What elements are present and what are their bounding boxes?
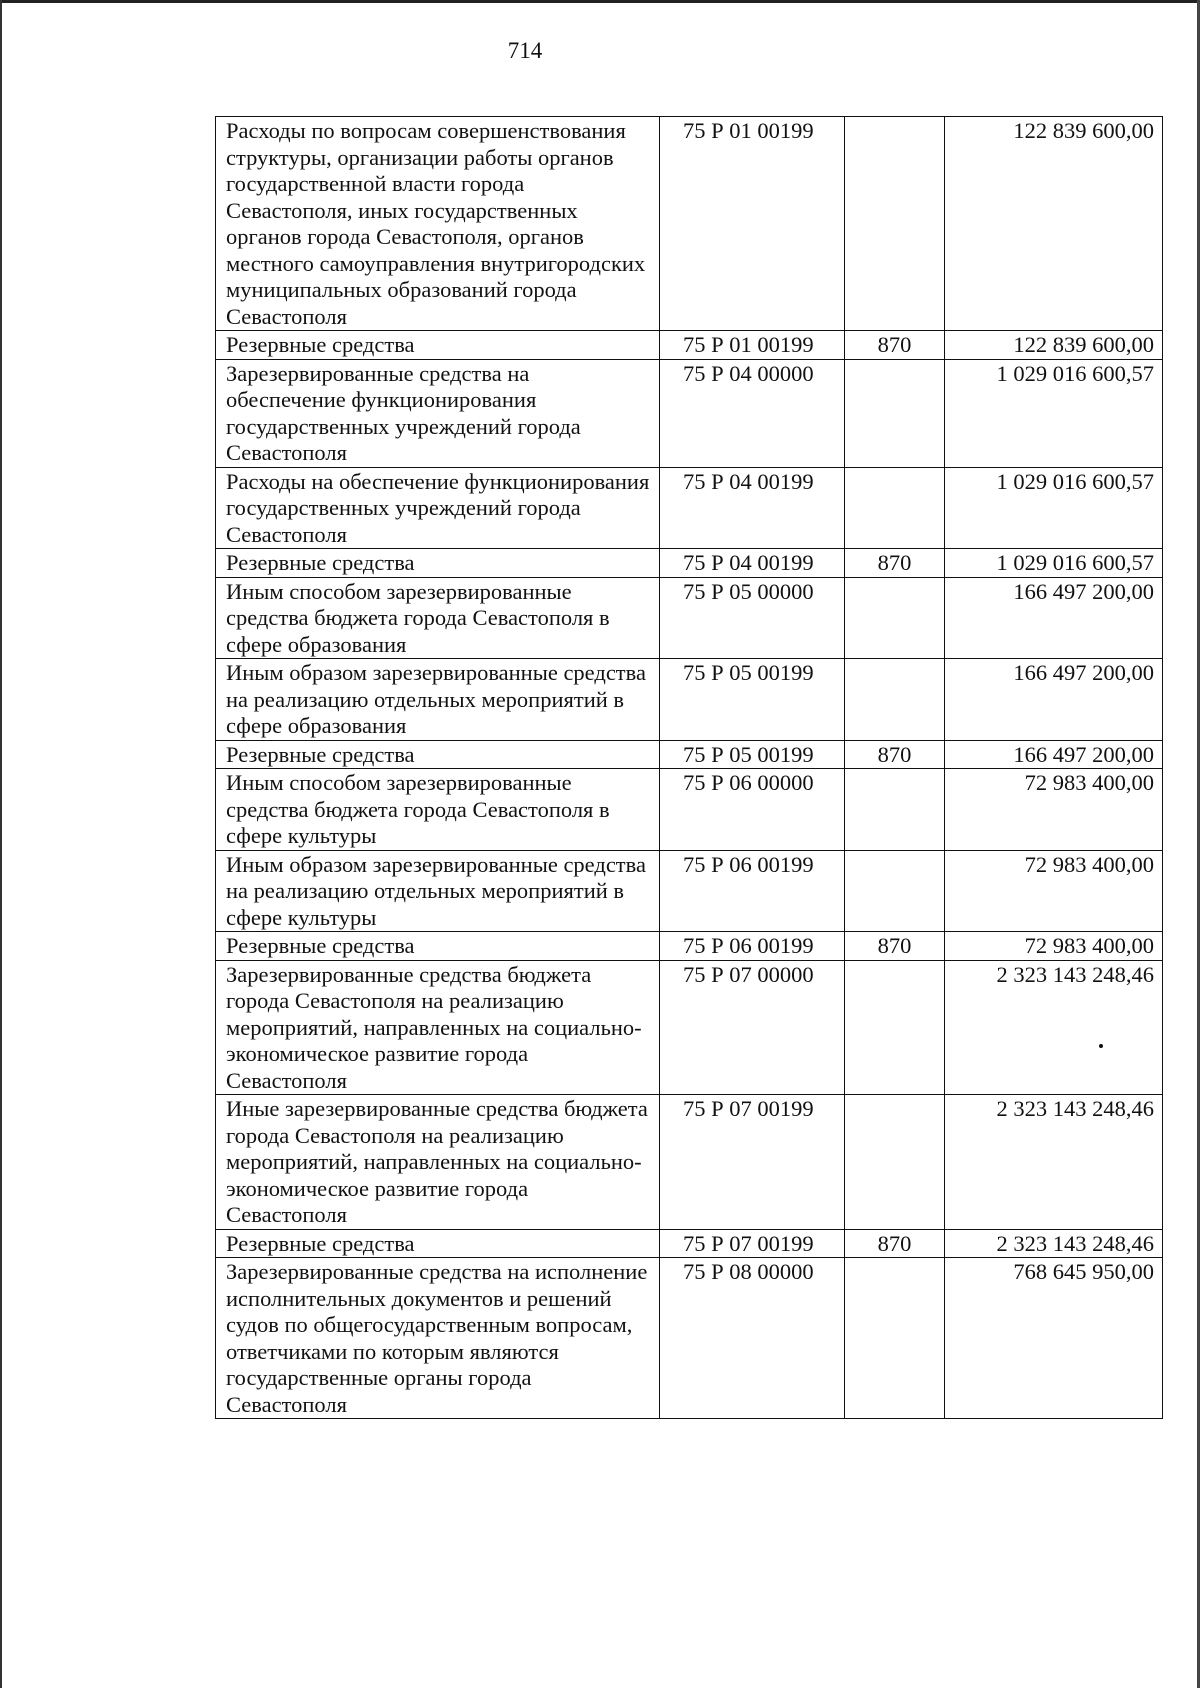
table-row bbox=[216, 331, 1163, 360]
row-code: 75 Р 04 00199 bbox=[660, 549, 845, 578]
row-code: 75 Р 08 00000 bbox=[660, 1258, 845, 1419]
row-code: 75 Р 01 00199 bbox=[660, 117, 845, 331]
table-row bbox=[216, 117, 1163, 331]
row-name: Резервные средства bbox=[216, 1229, 660, 1258]
row-type bbox=[845, 467, 945, 549]
row-code: 75 Р 07 00000 bbox=[660, 960, 845, 1095]
row-amount: 72 983 400,00 bbox=[945, 932, 1163, 961]
row-amount: 122 839 600,00 bbox=[945, 117, 1163, 331]
scan-edge-left bbox=[0, 0, 2, 1688]
row-name: Резервные средства bbox=[216, 331, 660, 360]
page-number: 714 bbox=[507, 38, 543, 63]
row-name: Резервные средства bbox=[216, 932, 660, 961]
budget-table bbox=[215, 116, 1163, 1419]
row-name: Иным способом зарезервированные средства бюджета города Севастополя в сфере культуры bbox=[216, 769, 660, 851]
row-type bbox=[845, 769, 945, 851]
table-row bbox=[216, 740, 1163, 769]
table-row bbox=[216, 960, 1163, 1095]
table-row bbox=[216, 359, 1163, 467]
table-row bbox=[216, 850, 1163, 932]
table-row bbox=[216, 577, 1163, 659]
row-code: 75 Р 04 00000 bbox=[660, 359, 845, 467]
row-type bbox=[845, 577, 945, 659]
table-row bbox=[216, 467, 1163, 549]
row-name: Иным образом зарезервированные средства на реализацию отдельных мероприятий в сфере культуры bbox=[216, 850, 660, 932]
row-name: Расходы по вопросам совершенствования структуры, организации работы органов государственной власти города Севастополя, иных государственных органов города Севастополя, органов местного самоуправления внутригородских муниципальных образований города Севастополя bbox=[216, 117, 660, 331]
row-type bbox=[845, 659, 945, 741]
row-type bbox=[845, 850, 945, 932]
row-type bbox=[845, 1258, 945, 1419]
row-amount: 72 983 400,00 bbox=[945, 769, 1163, 851]
row-code: 75 Р 06 00199 bbox=[660, 850, 845, 932]
row-name: Иные зарезервированные средства бюджета города Севастополя на реализацию мероприятий, направленных на социально-экономическое развитие города Севастополя bbox=[216, 1095, 660, 1230]
row-amount: 166 497 200,00 bbox=[945, 577, 1163, 659]
row-code: 75 Р 04 00199 bbox=[660, 467, 845, 549]
scan-edge-top bbox=[0, 0, 1200, 3]
row-amount: 1 029 016 600,57 bbox=[945, 359, 1163, 467]
row-code: 75 Р 07 00199 bbox=[660, 1229, 845, 1258]
row-name: Резервные средства bbox=[216, 740, 660, 769]
row-code: 75 Р 07 00199 bbox=[660, 1095, 845, 1230]
row-type: 870 bbox=[845, 740, 945, 769]
row-amount: 1 029 016 600,57 bbox=[945, 549, 1163, 578]
row-type bbox=[845, 117, 945, 331]
row-type: 870 bbox=[845, 1229, 945, 1258]
row-code: 75 Р 06 00199 bbox=[660, 932, 845, 961]
row-amount: 2 323 143 248,46 bbox=[945, 1229, 1163, 1258]
row-name: Зарезервированные средства бюджета города Севастополя на реализацию мероприятий, направленных на социально-экономическое развитие города Севастополя bbox=[216, 960, 660, 1095]
table-row bbox=[216, 1095, 1163, 1230]
row-type bbox=[845, 960, 945, 1095]
table-row bbox=[216, 549, 1163, 578]
row-amount: 2 323 143 248,46 bbox=[945, 1095, 1163, 1230]
row-type: 870 bbox=[845, 331, 945, 360]
table-row bbox=[216, 1229, 1163, 1258]
row-code: 75 Р 05 00199 bbox=[660, 740, 845, 769]
row-type bbox=[845, 359, 945, 467]
row-code: 75 Р 05 00199 bbox=[660, 659, 845, 741]
row-code: 75 Р 06 00000 bbox=[660, 769, 845, 851]
row-amount: 166 497 200,00 bbox=[945, 740, 1163, 769]
row-name: Резервные средства bbox=[216, 549, 660, 578]
row-name: Зарезервированные средства на исполнение исполнительных документов и решений судов по общегосударственным вопросам, ответчиками по которым являются государственные органы города Севастополя bbox=[216, 1258, 660, 1419]
row-amount: 166 497 200,00 bbox=[945, 659, 1163, 741]
row-name: Расходы на обеспечение функционирования государственных учреждений города Севастополя bbox=[216, 467, 660, 549]
row-amount: 1 029 016 600,57 bbox=[945, 467, 1163, 549]
table-row bbox=[216, 659, 1163, 741]
row-name: Иным способом зарезервированные средства бюджета города Севастополя в сфере образования bbox=[216, 577, 660, 659]
row-name: Зарезервированные средства на обеспечение функционирования государственных учреждений города Севастополя bbox=[216, 359, 660, 467]
row-type: 870 bbox=[845, 549, 945, 578]
row-type: 870 bbox=[845, 932, 945, 961]
row-code: 75 Р 05 00000 bbox=[660, 577, 845, 659]
row-type bbox=[845, 1095, 945, 1230]
row-amount: 122 839 600,00 bbox=[945, 331, 1163, 360]
table-row bbox=[216, 1258, 1163, 1419]
row-amount: 768 645 950,00 bbox=[945, 1258, 1163, 1419]
table-row bbox=[216, 769, 1163, 851]
scan-speck bbox=[1099, 1044, 1103, 1048]
row-amount: 72 983 400,00 bbox=[945, 850, 1163, 932]
row-name: Иным образом зарезервированные средства на реализацию отдельных мероприятий в сфере образования bbox=[216, 659, 660, 741]
table-row bbox=[216, 932, 1163, 961]
row-amount: 2 323 143 248,46 bbox=[945, 960, 1163, 1095]
row-code: 75 Р 01 00199 bbox=[660, 331, 845, 360]
